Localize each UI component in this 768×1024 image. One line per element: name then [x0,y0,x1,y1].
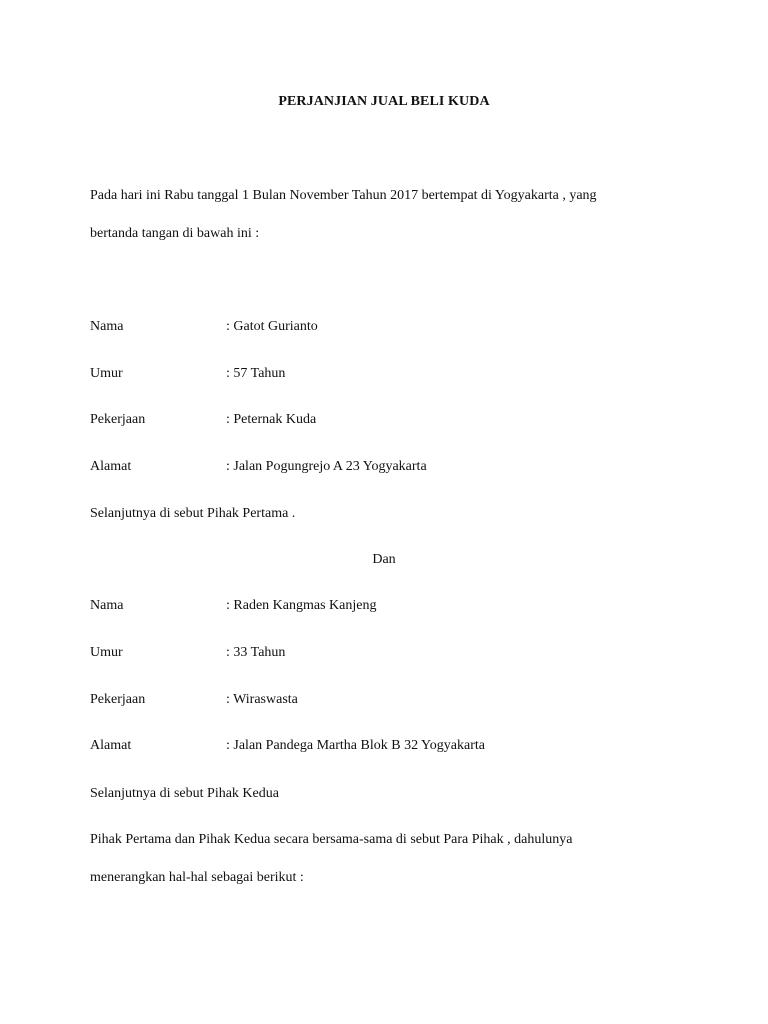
party2-umur-label: Umur [90,645,123,660]
party2-umur-value: : 33 Tahun [226,645,286,660]
intro-line-2: bertanda tangan di bawah ini : [90,226,260,241]
party2-nama-value: : Raden Kangmas Kanjeng [226,598,377,613]
party1-umur-value: : 57 Tahun [226,366,286,381]
document-title: PERJANJIAN JUAL BELI KUDA [278,94,490,109]
party1-nama-label: Nama [90,319,124,334]
party1-alamat-value: : Jalan Pogungrejo A 23 Yogyakarta [226,459,427,474]
party2-alamat-label: Alamat [90,738,132,753]
party1-pekerjaan-value: : Peternak Kuda [226,412,317,427]
party1-alamat-label: Alamat [90,459,132,474]
party2-pekerjaan-value: : Wiraswasta [226,692,298,707]
paragraph-line-1: Pihak Pertama dan Pihak Kedua secara bersama-sama di sebut Para Pihak , dahulunya [90,832,573,847]
party1-nama-value: : Gatot Gurianto [226,319,318,334]
party1-pekerjaan-label: Pekerjaan [90,412,146,427]
intro-line-1: Pada hari ini Rabu tanggal 1 Bulan November Tahun 2017 bertempat di Yogyakarta , yang [90,188,597,203]
party2-closing: Selanjutnya di sebut Pihak Kedua [90,786,279,801]
party1-closing: Selanjutnya di sebut Pihak Pertama . [90,506,296,521]
party2-pekerjaan-label: Pekerjaan [90,692,146,707]
paragraph-line-2: menerangkan hal-hal sebagai berikut : [90,870,304,885]
party2-alamat-value: : Jalan Pandega Martha Blok B 32 Yogyakarta [226,738,485,753]
party1-umur-label: Umur [90,366,123,381]
separator-text: Dan [372,552,396,567]
party2-nama-label: Nama [90,598,124,613]
